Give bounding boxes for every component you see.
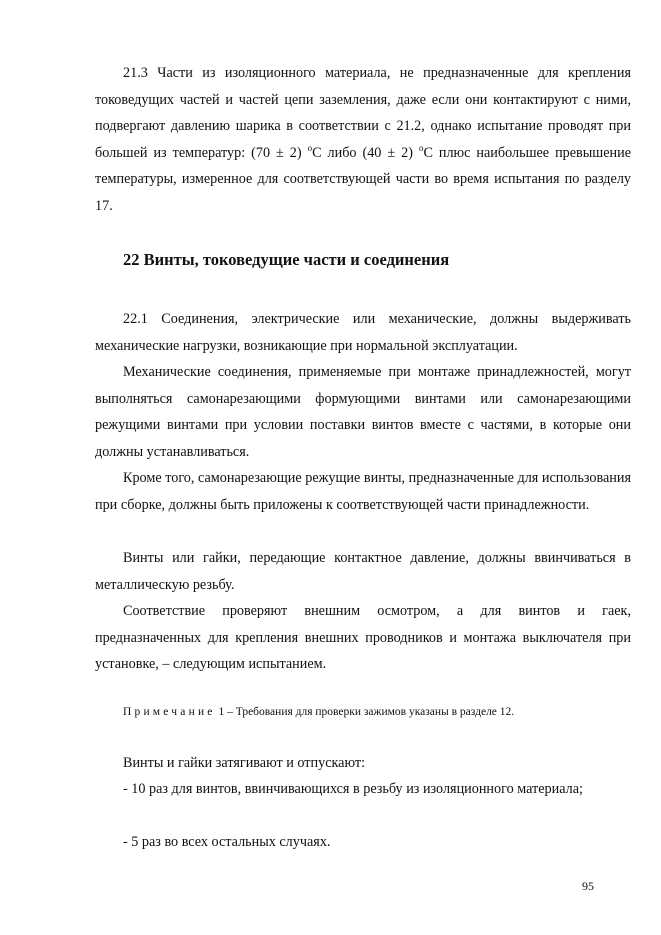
- paragraph-compliance-check: Соответствие проверяют внешним осмотром, а для винтов и гаек, предназначенных для крепления внешних проводников и монтажа выключателя при установке, – следующим испытанием.: [95, 603, 631, 673]
- paragraph-21-3: [95, 60, 631, 220]
- note-text: 1 – Требования для проверки зажимов указаны в разделе 12.: [215, 706, 515, 718]
- list-item-5-times: - 5 раз во всех остальных случаях.: [123, 834, 331, 850]
- section-heading: 22 Винты, токоведущие части и соединения: [123, 250, 450, 269]
- paragraph-self-tapping-screws: Кроме того, самонарезающие режущие винты, предназначенные для использования при сборке, должны быть приложены к соответствующей части принадлежности.: [95, 470, 631, 513]
- list-item-10-times: - 10 раз для винтов, ввинчивающихся в резьбу из изоляционного материала;: [123, 781, 583, 797]
- note-label: Примечание: [123, 706, 216, 718]
- page-number: 95: [582, 879, 594, 893]
- paragraph-21-3-part-a: 21.3 Части из изоляционного материала, не предназначенные для крепления токоведущих частей и частей цепи заземления, даже если они контактируют с ними, подвергают давлению шарика в соответствии с 21.2, однако испытание проводят при большей из температур: (70 ± 2): [95, 65, 631, 161]
- paragraph-contact-pressure: Винты или гайки, передающие контактное давление, должны ввинчиваться в металлическую резьбу.: [95, 550, 631, 593]
- degree-sign: o: [418, 142, 424, 153]
- paragraph-tighten-loosen: Винты и гайки затягивают и отпускают:: [123, 755, 366, 771]
- paragraph-mechanical-connections: Механические соединения, применяемые при монтаже принадлежностей, могут выполняться самонарезающими формующими винтами или самонарезающими режущими винтами при условии поставки винтов вместе с частями, в которые они должны устанавливаться.: [95, 364, 631, 460]
- paragraph-21-3-part-b: С либо (40 ± 2): [312, 144, 419, 161]
- note: [123, 706, 514, 718]
- degree-sign: o: [307, 142, 313, 153]
- paragraph-22-1: 22.1 Соединения, электрические или механические, должны выдерживать механические нагрузки, возникающие при нормальной эксплуатации.: [95, 311, 631, 354]
- paragraph-21-3-part-c: С плюс наибольшее превышение температуры, измеренное для соответствующей части во время испытания по разделу 17.: [95, 144, 631, 214]
